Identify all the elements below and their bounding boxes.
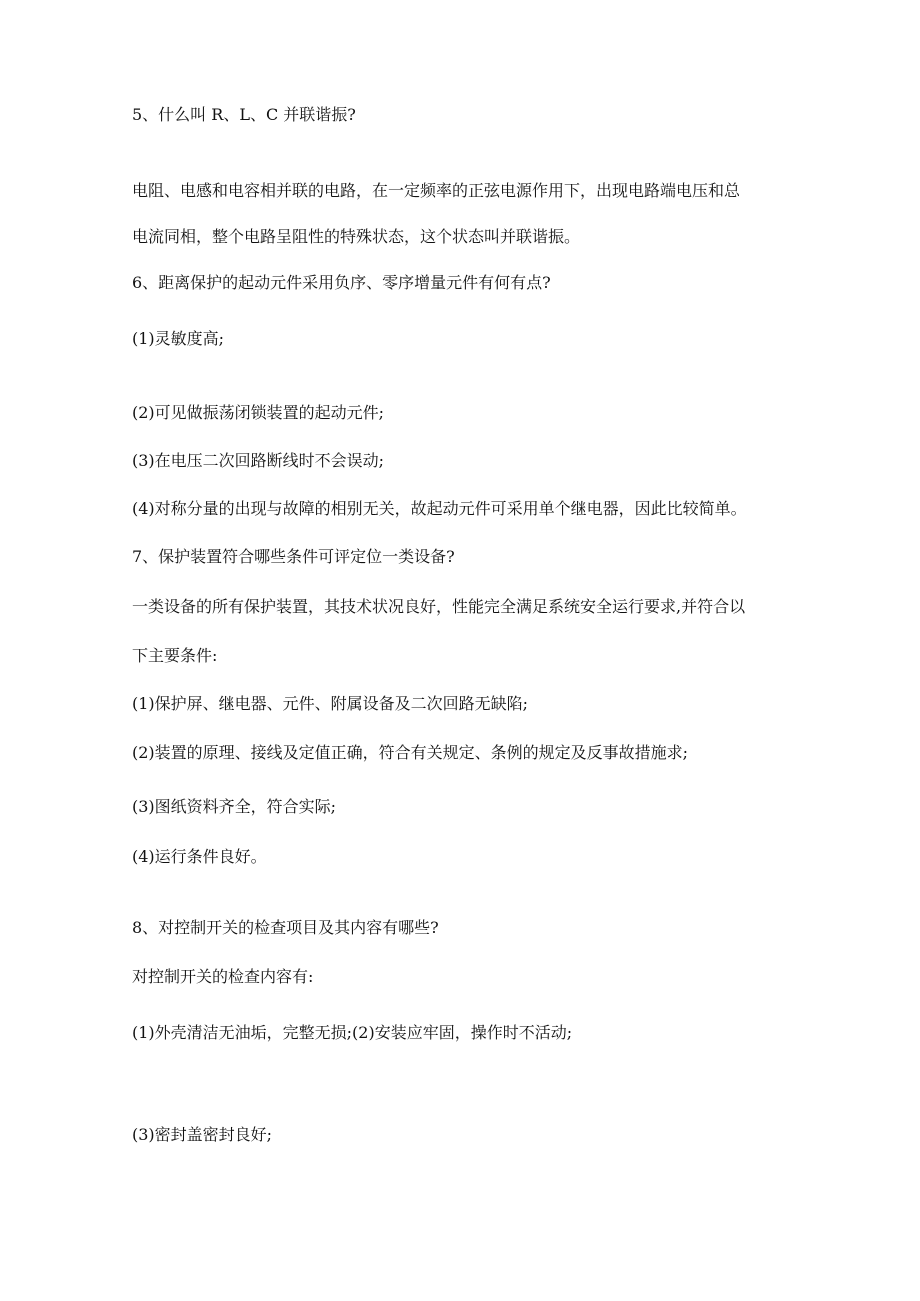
answer-8-intro: 对控制开关的检查内容有: — [132, 967, 314, 986]
question-8-heading: 8、对控制开关的检查项目及其内容有哪些? — [132, 918, 439, 937]
answer-5-line-2: 电流同相，整个电路呈阻性的特殊状态，这个状态叫并联谐振。 — [132, 227, 581, 246]
answer-6-item-1: (1)灵敏度高; — [132, 329, 225, 348]
answer-8-items-1-2: (1)外壳清洁无油垢，完整无损;(2)安装应牢固，操作时不活动; — [132, 1023, 573, 1042]
answer-6-item-4: (4)对称分量的出现与故障的相别无关，故起动元件可采用单个继电器，因此比较简单。 — [132, 499, 747, 518]
answer-8-item-3: (3)密封盖密封良好; — [132, 1125, 273, 1144]
question-7-heading: 7、保护装置符合哪些条件可评定位一类设备? — [132, 547, 455, 566]
answer-7-intro-line-1: 一类设备的所有保护装置，其技术状况良好，性能完全满足系统安全运行要求,并符合以 — [132, 597, 746, 616]
answer-7-intro-line-2: 下主要条件: — [132, 646, 218, 665]
answer-6-item-2: (2)可见做振荡闭锁装置的起动元件; — [132, 403, 385, 422]
answer-7-item-4: (4)运行条件良好。 — [132, 847, 267, 866]
question-5-heading: 5、什么叫 R、L、C 并联谐振? — [132, 105, 356, 124]
question-6-heading: 6、距离保护的起动元件采用负序、零序增量元件有何有点? — [132, 273, 551, 292]
answer-7-item-2: (2)装置的原理、接线及定值正确，符合有关规定、条例的规定及反事故措施求; — [132, 743, 689, 762]
answer-7-item-3: (3)图纸资料齐全，符合实际; — [132, 797, 337, 816]
answer-7-item-1: (1)保护屏、继电器、元件、附属设备及二次回路无缺陷; — [132, 694, 529, 713]
answer-6-item-3: (3)在电压二次回路断线时不会误动; — [132, 451, 385, 470]
answer-5-line-1: 电阻、电感和电容相并联的电路，在一定频率的正弦电源作用下，出现电路端电压和总 — [132, 181, 741, 200]
